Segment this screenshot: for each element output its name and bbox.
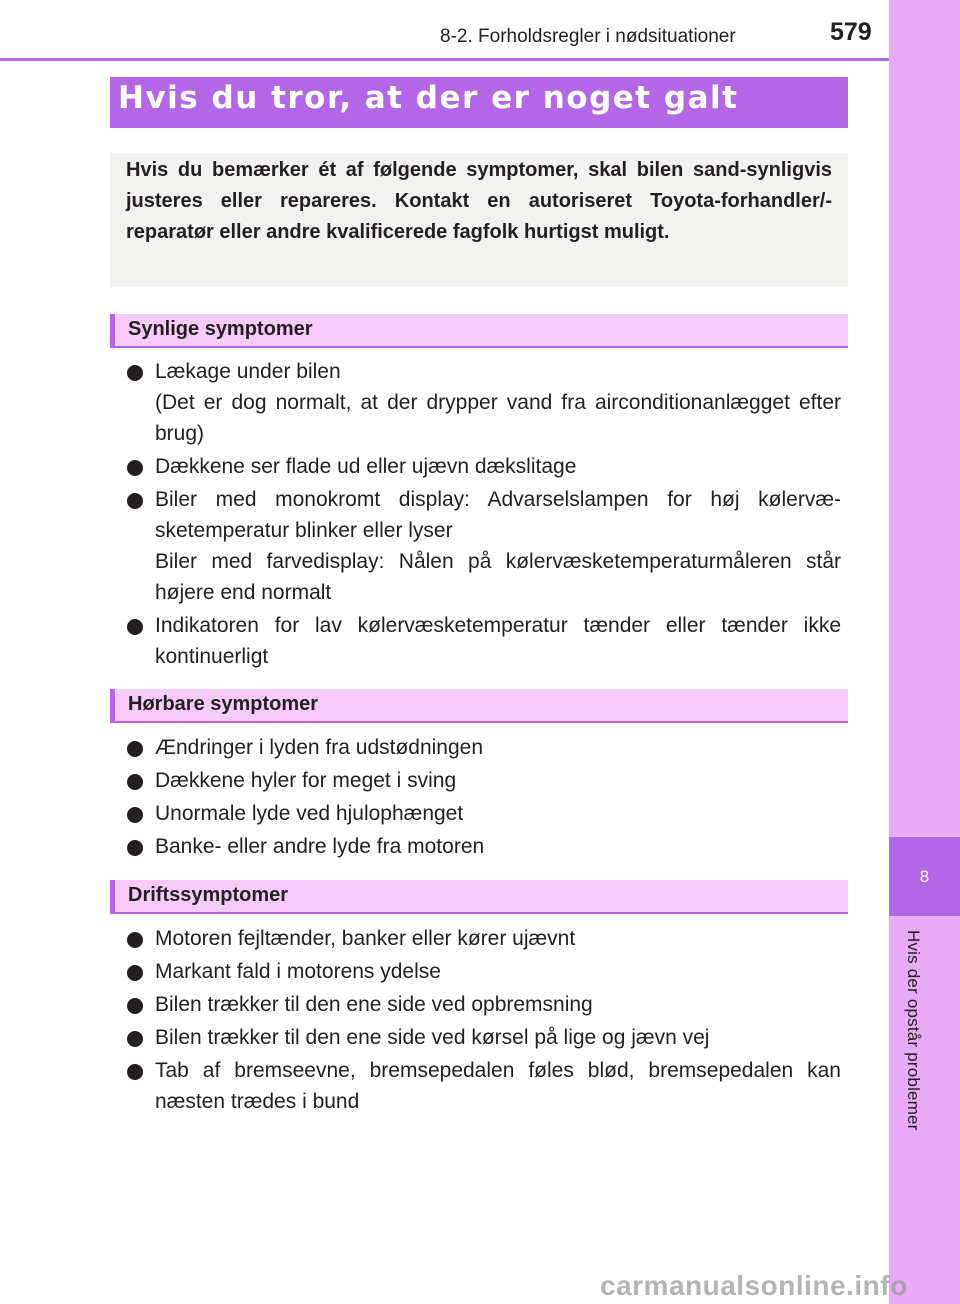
bullet-icon (127, 619, 143, 635)
bullet-icon (127, 998, 143, 1014)
list-item-text: Lækage under bilen (155, 360, 341, 383)
section-heading-label: Synlige symptomer (128, 318, 313, 340)
chapter-title-vertical: Hvis der opstår problemer (904, 930, 923, 1131)
list-item-text: Bilen trækker til den ene side ved opbremsning (155, 993, 593, 1016)
bullet-icon (127, 493, 143, 509)
intro-text: Hvis du bemærker ét af følgende symptomer, skal bilen sand-synligvis justeres eller repareres. Kontakt en autoriseret Toyota-forhandler/-reparatør eller andre kvalificerede fagfolk hurtigst muligt. (126, 159, 832, 243)
page-title: Hvis du tror, at der er noget galt (118, 80, 739, 116)
list-item-text: Indikatoren for lav kølervæsketemperatur tænder eller tænder ikke kontinuerligt (155, 614, 841, 668)
list-item-text: Dækkene hyler for meget i sving (155, 769, 457, 792)
operational-symptoms-list (127, 923, 841, 1119)
section-heading-visible (110, 314, 848, 348)
list-item-subtext: (Det er dog normalt, at der drypper vand fra airconditionanlægget efter brug) (155, 391, 841, 445)
list-item-text: Markant fald i motorens ydelse (155, 960, 441, 983)
page-number: 579 (830, 18, 872, 46)
list-item-text: Motoren fejltænder, banker eller kører ujævnt (155, 927, 576, 950)
list-item-text: Bilen trækker til den ene side ved kørsel på lige og jævn vej (155, 1026, 710, 1049)
bullet-icon (127, 1031, 143, 1047)
section-heading-label: Hørbare symptomer (128, 693, 319, 715)
list-item-text: Banke- eller andre lyde fra motoren (155, 835, 485, 858)
list-item (127, 610, 841, 672)
section-heading-label: Driftssymptomer (128, 884, 289, 906)
list-item (127, 831, 841, 862)
list-item (127, 356, 841, 449)
list-item-text: Tab af bremseevne, bremsepedalen føles blød, bremsepedalen kan næsten trædes i bund (155, 1059, 841, 1113)
audible-symptoms-list (127, 732, 841, 864)
visible-symptoms-list (127, 356, 841, 674)
list-item-text: Dækkene ser flade ud eller ujævn dækslitage (155, 455, 577, 478)
intro-box (110, 153, 848, 287)
chapter-number-tab: 8 (889, 837, 960, 916)
bullet-icon (127, 840, 143, 856)
list-item (127, 956, 841, 987)
section-heading-operational (110, 880, 848, 914)
bullet-icon (127, 741, 143, 757)
bullet-icon (127, 807, 143, 823)
list-item (127, 451, 841, 482)
list-item (127, 1022, 841, 1053)
list-item (127, 989, 841, 1020)
list-item (127, 732, 841, 763)
header-divider (0, 58, 889, 61)
watermark-text: carmanualsonline.info (600, 1270, 908, 1301)
header-section-title: 8-2. Forholdsregler i nødsituationer (440, 26, 736, 47)
bullet-icon (127, 932, 143, 948)
list-item (127, 923, 841, 954)
bullet-icon (127, 1064, 143, 1080)
title-bar (110, 77, 848, 128)
list-item-text: Unormale lyde ved hjulophænget (155, 802, 464, 825)
list-item-text: Biler med monokromt display: Advarselslampen for høj kølervæ-sketemperatur blinker eller lyser (155, 488, 841, 542)
list-item (127, 484, 841, 608)
bullet-icon (127, 774, 143, 790)
list-item-text: Ændringer i lyden fra udstødningen (155, 736, 484, 759)
list-item (127, 1055, 841, 1117)
section-heading-audible (110, 689, 848, 723)
list-item (127, 798, 841, 829)
bullet-icon (127, 965, 143, 981)
list-item (127, 765, 841, 796)
list-item-subtext: Biler med farvedisplay: Nålen på kølervæsketemperaturmåleren står højere end normalt (155, 550, 841, 604)
bullet-icon (127, 365, 143, 381)
bullet-icon (127, 460, 143, 476)
